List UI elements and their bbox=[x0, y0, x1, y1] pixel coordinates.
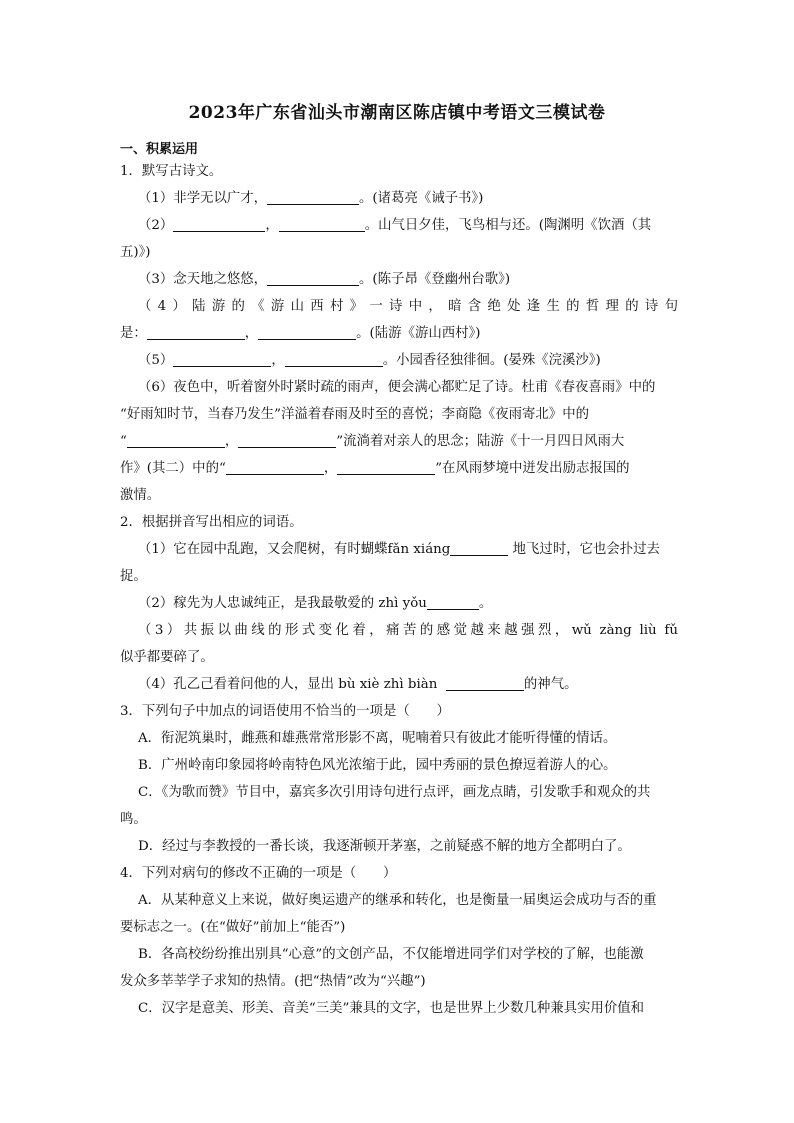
answer-blank[interactable] bbox=[147, 323, 245, 340]
answer-blank[interactable] bbox=[450, 539, 508, 556]
item-text: “ bbox=[120, 434, 127, 449]
answer-blank[interactable] bbox=[267, 269, 359, 286]
question-1-item-6: （6）夜色中，听着窗外时紧时疏的雨声，便会满心都贮足了诗。杜甫《春夜喜雨》中的 bbox=[138, 380, 656, 395]
answer-blank[interactable] bbox=[279, 215, 365, 232]
question-2-item-2 bbox=[120, 590, 678, 617]
question-1-item-2 bbox=[120, 212, 678, 239]
option-b[interactable]: B．各高校纷纷推出别具“心意”的文创产品，不仅能增进同学们对学校的了解，也能激 bbox=[138, 947, 644, 962]
question-2-item-4 bbox=[120, 671, 678, 698]
answer-blank[interactable] bbox=[127, 431, 225, 448]
answer-blank[interactable] bbox=[226, 458, 324, 475]
answer-blank[interactable] bbox=[446, 674, 524, 691]
option-a[interactable]: A．衔泥筑巢时，雌燕和雄燕常常形影不离，呢喃着只有彼此才能听得懂的情话。 bbox=[138, 731, 617, 746]
section-heading: 一、积累运用 bbox=[120, 142, 199, 157]
option-a-cont: 要标志之一。(在“做好”前加上“能否”) bbox=[120, 920, 346, 935]
question-1-item-4: （4）陆游的《游山西村》一诗中，暗含绝处逢生的哲理的诗句 bbox=[138, 299, 678, 314]
item-text: ”在风雨梦境中迸发出励志报国的 bbox=[435, 461, 630, 476]
item-text: 作》(其二）中的“ bbox=[120, 461, 226, 476]
option-c[interactable]: C．汉字是意美、形美、音美“三美”兼具的文字，也是世界上少数几种兼具实用价值和 bbox=[138, 1001, 644, 1016]
question-1-stem: 1．默写古诗文。 bbox=[120, 164, 223, 179]
item-text: （1）它在园中乱跑，又会爬树，有时蝴蝶fǎn xiáng bbox=[138, 542, 451, 557]
item-text: 。小园香径独徘徊。(晏殊《浣溪沙》) bbox=[382, 353, 601, 368]
item-text: 是： bbox=[120, 326, 147, 341]
item-text: （4）孔乙己看着问他的人，显出 bù xiè zhì biàn bbox=[138, 677, 438, 692]
answer-blank[interactable] bbox=[238, 431, 336, 448]
question-4-stem: 4．下列对病句的修改不正确的一项是（ ） bbox=[120, 866, 397, 881]
item-text: ， bbox=[224, 434, 239, 449]
question-1-item-6-line-2: “好雨知时节，当春乃发生”洋溢着春雨及时至的喜悦；李商隐《夜雨寄北》中的 bbox=[120, 407, 589, 422]
exam-content bbox=[120, 158, 678, 1022]
option-b-cont: 发众多莘莘学子求知的热情。(把“热情”改为“兴趣”) bbox=[120, 974, 426, 989]
item-text: 。山气日夕佳，飞鸟相与还。(陶渊明《饮酒（其 bbox=[364, 218, 652, 233]
item-text: ， bbox=[244, 326, 259, 341]
item-text: 。(陆游《游山西村》) bbox=[356, 326, 481, 341]
question-1-item-6-line-4 bbox=[120, 455, 678, 482]
answer-blank[interactable] bbox=[285, 350, 383, 367]
option-c-cont: 鸣。 bbox=[120, 812, 147, 827]
item-text: （1）非学无以广才， bbox=[138, 191, 268, 206]
option-a[interactable]: A．从某种意义上来说，做好奥运遗产的继承和转化，也是衡量一届奥运会成功与否的重 bbox=[138, 893, 657, 908]
question-1-item-5 bbox=[120, 347, 678, 374]
answer-blank[interactable] bbox=[267, 188, 359, 205]
item-text: （5） bbox=[138, 353, 174, 368]
question-1-item-6-line-3 bbox=[120, 428, 678, 455]
answer-blank[interactable] bbox=[258, 323, 356, 340]
question-2-item-1 bbox=[120, 536, 678, 563]
question-3-stem: 3．下列句子中加点的词语使用不恰当的一项是（ ） bbox=[120, 704, 450, 719]
question-1-item-6-line-5: 激情。 bbox=[120, 488, 161, 503]
item-text: 。(陈子昂《登幽州台歌》) bbox=[359, 272, 511, 287]
answer-blank[interactable] bbox=[427, 593, 479, 610]
question-1-item-1 bbox=[120, 185, 678, 212]
answer-blank[interactable] bbox=[173, 215, 265, 232]
option-c[interactable]: C．《为歌而赞》节目中，嘉宾多次引用诗句进行点评，画龙点睛，引发歌手和观众的共 bbox=[138, 785, 651, 800]
page-title: 2023年广东省汕头市潮南区陈店镇中考语文三模试卷 bbox=[188, 103, 606, 123]
question-2-item-3: （3）共振以曲线的形式变化着，痛苦的感觉越来越强烈，wǔ zàng liù fǔ bbox=[138, 623, 678, 638]
answer-blank[interactable] bbox=[173, 350, 271, 367]
question-2-item-1-cont: 捉。 bbox=[120, 569, 147, 584]
item-text: （2）稼先为人忠诚纯正，是我最敬爱的 zhì yǒu bbox=[138, 596, 427, 611]
item-text: ， bbox=[265, 218, 279, 233]
question-2-item-3-cont: 似乎都要碎了。 bbox=[120, 650, 214, 665]
question-1-item-3 bbox=[120, 266, 678, 293]
item-text: （3）念天地之悠悠， bbox=[138, 272, 268, 287]
answer-blank[interactable] bbox=[337, 458, 435, 475]
question-2-stem: 2．根据拼音写出相应的词语。 bbox=[120, 515, 303, 530]
item-text: ， bbox=[271, 353, 285, 368]
option-b[interactable]: B．广州岭南印象园将岭南特色风光浓缩于此，园中秀丽的景色撩逗着游人的心。 bbox=[138, 758, 617, 773]
item-text: ， bbox=[323, 461, 338, 476]
item-text: 。(诸葛亮《诫子书》) bbox=[359, 191, 484, 206]
question-1-item-4-cont bbox=[120, 320, 678, 347]
item-text: 的神气。 bbox=[523, 677, 578, 692]
option-d[interactable]: D．经过与李教授的一番长谈，我逐渐顿开茅塞，之前疑惑不解的地方全都明白了。 bbox=[138, 839, 631, 854]
question-1-item-2-cont: 五)》) bbox=[120, 245, 151, 260]
item-text: ”流淌着对亲人的思念；陆游《十一月四日风雨大 bbox=[336, 434, 625, 449]
item-text: （2） bbox=[138, 218, 174, 233]
item-text: 。 bbox=[478, 596, 493, 611]
item-text: 地飞过时，它也会扑过去 bbox=[508, 542, 660, 557]
